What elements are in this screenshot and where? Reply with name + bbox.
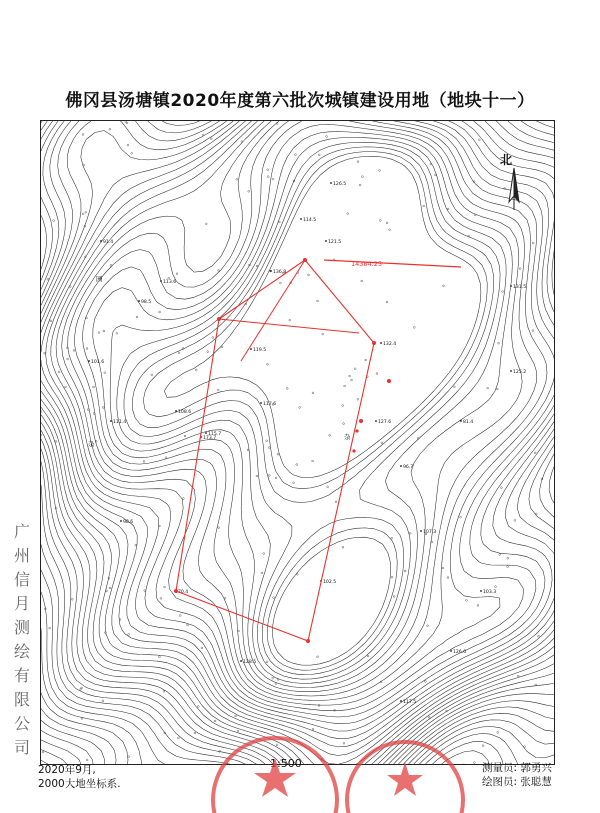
survey-point bbox=[268, 447, 270, 449]
survey-point bbox=[49, 627, 51, 629]
survey-point bbox=[272, 178, 274, 180]
spot-height-label: 103.3 bbox=[483, 590, 497, 595]
survey-point bbox=[127, 144, 129, 146]
survey-point bbox=[65, 386, 67, 388]
survey-point bbox=[109, 128, 111, 130]
survey-point bbox=[425, 681, 427, 683]
survey-point bbox=[342, 405, 344, 407]
survey-date: 2020年9月, bbox=[38, 764, 96, 776]
survey-point bbox=[44, 352, 46, 354]
coordinate-system: 2000大地坐标系. bbox=[38, 778, 121, 790]
survey-point bbox=[474, 762, 476, 764]
survey-point bbox=[318, 705, 320, 707]
survey-point bbox=[354, 368, 356, 370]
survey-point bbox=[296, 573, 298, 575]
survey-point bbox=[165, 457, 167, 459]
survey-point bbox=[236, 178, 238, 180]
survey-point bbox=[182, 498, 184, 500]
survey-point bbox=[519, 268, 521, 270]
spot-height-label: 125.2 bbox=[513, 370, 527, 375]
survey-point bbox=[477, 605, 479, 607]
contour-lines bbox=[41, 121, 555, 765]
survey-point bbox=[178, 352, 180, 354]
survey-point bbox=[497, 732, 499, 734]
survey-point bbox=[482, 745, 484, 747]
spot-height-label: 91.4 bbox=[103, 240, 114, 245]
spot-height-label: 101.6 bbox=[91, 360, 105, 365]
survey-point bbox=[85, 211, 87, 213]
spot-height-dot bbox=[260, 402, 262, 404]
spot-height-label: 113.6 bbox=[163, 280, 177, 285]
survey-point bbox=[126, 122, 128, 124]
survey-point bbox=[131, 152, 133, 154]
survey-point bbox=[267, 176, 269, 178]
survey-point bbox=[514, 520, 516, 522]
survey-point bbox=[201, 647, 203, 649]
spot-height-label: 70.4 bbox=[178, 590, 189, 595]
spot-height-dot bbox=[300, 218, 302, 220]
spot-height-dot bbox=[240, 660, 242, 662]
spot-height-label: 111.4 bbox=[113, 420, 127, 425]
survey-point bbox=[268, 475, 270, 477]
survey-point bbox=[286, 388, 288, 390]
survey-point bbox=[499, 554, 501, 556]
survey-point bbox=[317, 300, 319, 302]
survey-point bbox=[256, 265, 258, 267]
survey-point bbox=[267, 169, 269, 171]
survey-point bbox=[168, 277, 170, 279]
survey-point bbox=[532, 330, 534, 332]
survey-point bbox=[187, 624, 189, 626]
spot-heights bbox=[41, 121, 543, 763]
survey-point bbox=[278, 221, 280, 223]
survey-point bbox=[106, 590, 108, 592]
survey-point bbox=[376, 373, 378, 375]
survey-point bbox=[128, 756, 130, 758]
survey-point bbox=[248, 190, 250, 192]
survey-point bbox=[275, 683, 277, 685]
spot-height-dot bbox=[400, 700, 402, 702]
survey-point bbox=[71, 598, 73, 600]
survey-point bbox=[443, 285, 445, 287]
survey-point bbox=[329, 434, 331, 436]
survey-point bbox=[317, 656, 319, 658]
survey-point bbox=[217, 389, 219, 391]
spot-height-label: 102.5 bbox=[323, 580, 337, 585]
survey-point bbox=[391, 537, 393, 539]
survey-point bbox=[335, 501, 337, 503]
survey-point bbox=[326, 136, 328, 138]
spot-height-label: 126.5 bbox=[333, 182, 347, 187]
land-use-mark: 园 bbox=[96, 275, 103, 283]
spot-height-label: 108.6 bbox=[178, 410, 192, 415]
survey-point bbox=[266, 661, 268, 663]
survey-point bbox=[365, 359, 367, 361]
spot-height-label: 96.7 bbox=[403, 465, 414, 470]
topographic-map bbox=[41, 121, 555, 765]
map-frame bbox=[40, 120, 555, 765]
contour-path bbox=[41, 121, 555, 765]
survey-point bbox=[367, 655, 369, 657]
survey-point bbox=[47, 278, 49, 280]
spot-height-dot bbox=[380, 342, 382, 344]
survey-point bbox=[102, 407, 104, 409]
company-seal-icon bbox=[200, 718, 350, 813]
survey-point bbox=[343, 423, 345, 425]
spot-height-dot bbox=[420, 530, 422, 532]
survey-point bbox=[98, 332, 100, 334]
survey-point bbox=[41, 411, 42, 413]
survey-point bbox=[104, 372, 106, 374]
survey-point bbox=[272, 677, 274, 679]
spot-height-label: 119.5 bbox=[253, 348, 267, 353]
spot-height-label: 114.5 bbox=[303, 218, 317, 223]
survey-point bbox=[164, 586, 166, 588]
drafter: 绘图员: 张聪慧 bbox=[482, 776, 552, 788]
spot-height-dot bbox=[330, 182, 332, 184]
survey-point bbox=[487, 387, 489, 389]
survey-point bbox=[409, 532, 411, 534]
survey-point bbox=[135, 544, 137, 546]
survey-point bbox=[42, 751, 44, 753]
survey-point bbox=[351, 379, 353, 381]
survey-point bbox=[197, 706, 199, 708]
survey-point bbox=[381, 442, 383, 444]
spot-height-dot bbox=[510, 370, 512, 372]
survey-point bbox=[312, 460, 314, 462]
spot-height-label: 98.5 bbox=[141, 300, 152, 305]
survey-point bbox=[205, 223, 207, 225]
spot-height-label: 115.7 bbox=[208, 432, 222, 437]
survey-point bbox=[393, 596, 395, 598]
survey-point bbox=[143, 461, 145, 463]
spot-height-dot bbox=[88, 360, 90, 362]
survey-point bbox=[498, 342, 500, 344]
survey-point bbox=[496, 388, 498, 390]
survey-point bbox=[221, 346, 223, 348]
survey-point bbox=[93, 386, 95, 388]
survey-point bbox=[83, 164, 85, 166]
survey-point bbox=[207, 351, 209, 353]
spot-height-dot bbox=[450, 650, 452, 652]
survey-point bbox=[413, 327, 415, 329]
survey-point bbox=[55, 441, 57, 443]
survey-point bbox=[318, 154, 320, 156]
survey-point bbox=[327, 486, 329, 488]
spot-height-label: 107.3 bbox=[423, 530, 437, 535]
survey-point bbox=[280, 282, 282, 284]
north-label: 北 bbox=[500, 153, 513, 167]
land-use-mark: 杂 bbox=[344, 433, 351, 441]
survey-point bbox=[312, 392, 314, 394]
spot-height-label: 117.6 bbox=[263, 402, 277, 407]
survey-point bbox=[82, 134, 84, 136]
survey-point bbox=[218, 527, 220, 529]
spot-height-dot bbox=[480, 590, 482, 592]
survey-point bbox=[103, 330, 105, 332]
survey-point bbox=[87, 409, 89, 411]
company-name: 广 州 信 月 测 绘 有 限 公 司 bbox=[13, 522, 30, 757]
survey-point bbox=[202, 134, 204, 136]
survey-point bbox=[507, 566, 509, 568]
spot-height-label: 132.4 bbox=[383, 342, 397, 347]
survey-point bbox=[184, 435, 186, 437]
survey-point bbox=[454, 386, 456, 388]
spot-height-dot bbox=[110, 420, 112, 422]
survey-point bbox=[535, 513, 537, 515]
survey-point bbox=[159, 311, 161, 313]
survey-point bbox=[194, 732, 196, 734]
survey-point bbox=[102, 700, 104, 702]
survey-point bbox=[136, 316, 138, 318]
spot-height-dot bbox=[175, 410, 177, 412]
spot-height-dot bbox=[138, 300, 140, 302]
spot-height-dot bbox=[460, 420, 462, 422]
surveyor: 测量员: 郭勇兴 bbox=[482, 762, 552, 774]
survey-point bbox=[447, 577, 449, 579]
spot-height-dot bbox=[510, 285, 512, 287]
survey-point bbox=[308, 274, 310, 276]
land-use-mark: 杂 bbox=[88, 440, 95, 448]
spot-height-dot bbox=[160, 280, 162, 282]
survey-point bbox=[357, 398, 359, 400]
survey-point bbox=[296, 464, 298, 466]
spot-height-label: 121.5 bbox=[328, 240, 342, 245]
parcel-annotation: 14384.25 bbox=[351, 260, 383, 268]
map-title: 佛冈县汤塘镇2020年度第六批次城镇建设用地（地块十一） bbox=[65, 91, 535, 111]
survey-point bbox=[86, 759, 88, 761]
survey-point bbox=[349, 375, 351, 377]
survey-point bbox=[128, 634, 130, 636]
survey-point bbox=[289, 319, 291, 321]
survey-point bbox=[159, 656, 161, 658]
survey-point bbox=[391, 576, 393, 578]
survey-point bbox=[507, 557, 509, 559]
survey-point bbox=[379, 220, 381, 222]
survey-point bbox=[534, 452, 536, 454]
spot-height-dot bbox=[375, 420, 377, 422]
survey-point bbox=[386, 301, 388, 303]
spot-height-label: 131.5 bbox=[513, 285, 527, 290]
survey-point bbox=[163, 690, 165, 692]
survey-point bbox=[266, 440, 268, 442]
survey-point bbox=[263, 553, 265, 555]
spot-height-dot bbox=[205, 432, 207, 434]
survey-point bbox=[67, 358, 69, 360]
survey-point bbox=[386, 222, 388, 224]
survey-point bbox=[110, 265, 112, 267]
survey-point bbox=[176, 273, 178, 275]
survey-point bbox=[389, 229, 391, 231]
company-seal-icon bbox=[345, 718, 465, 813]
survey-point bbox=[379, 170, 381, 172]
survey-point bbox=[241, 141, 243, 143]
survey-point bbox=[442, 567, 444, 569]
survey-point bbox=[247, 449, 249, 451]
survey-point bbox=[359, 184, 361, 186]
survey-point bbox=[195, 369, 197, 371]
survey-point bbox=[218, 270, 220, 272]
survey-point bbox=[502, 291, 504, 293]
map-scale: 1:500 bbox=[270, 757, 302, 770]
survey-point bbox=[478, 139, 480, 141]
survey-point bbox=[80, 688, 82, 690]
survey-point bbox=[460, 516, 462, 518]
spot-height-label: 81.4 bbox=[463, 420, 474, 425]
survey-point bbox=[210, 138, 212, 140]
survey-point bbox=[538, 635, 540, 637]
spot-height-label: 117.5 bbox=[403, 700, 417, 705]
spot-height-label: 128.5 bbox=[243, 660, 257, 665]
survey-point bbox=[41, 434, 42, 436]
survey-point bbox=[160, 597, 162, 599]
survey-point bbox=[501, 487, 503, 489]
survey-point bbox=[342, 546, 344, 548]
survey-point bbox=[256, 475, 258, 477]
survey-point bbox=[50, 320, 52, 322]
spot-height-label: 136.8 bbox=[273, 270, 287, 275]
spot-height-dot bbox=[250, 348, 252, 350]
survey-point bbox=[73, 350, 75, 352]
spot-height-dot bbox=[100, 240, 102, 242]
spot-height-dot bbox=[120, 520, 122, 522]
survey-point bbox=[179, 615, 181, 617]
survey-point bbox=[212, 337, 214, 339]
survey-point bbox=[144, 590, 146, 592]
survey-point bbox=[58, 371, 60, 373]
survey-point bbox=[427, 625, 429, 627]
survey-point bbox=[275, 477, 277, 479]
survey-point bbox=[299, 407, 301, 409]
survey-point bbox=[435, 174, 437, 176]
survey-point bbox=[517, 675, 519, 677]
survey-point bbox=[344, 385, 346, 387]
survey-point bbox=[423, 205, 425, 207]
spot-height-dot bbox=[400, 465, 402, 467]
spot-height-label: 126.0 bbox=[453, 650, 467, 655]
survey-point bbox=[235, 715, 237, 717]
survey-point bbox=[322, 333, 324, 335]
survey-point bbox=[495, 586, 497, 588]
survey-point bbox=[347, 213, 349, 215]
survey-point bbox=[447, 208, 449, 210]
survey-point bbox=[86, 348, 88, 350]
spot-height-label: 98.6 bbox=[123, 520, 134, 525]
survey-point bbox=[466, 600, 468, 602]
survey-point bbox=[82, 213, 84, 215]
survey-point bbox=[362, 176, 364, 178]
survey-point bbox=[524, 746, 526, 748]
spot-height-dot bbox=[325, 240, 327, 242]
survey-point bbox=[361, 280, 363, 282]
survey-point bbox=[273, 597, 275, 599]
survey-point bbox=[53, 220, 55, 222]
survey-point bbox=[178, 737, 180, 739]
survey-point bbox=[267, 363, 269, 365]
survey-point bbox=[404, 570, 406, 572]
spot-height-label: 173.7 bbox=[203, 436, 217, 441]
survey-point bbox=[277, 453, 279, 455]
survey-point bbox=[151, 374, 153, 376]
survey-point bbox=[261, 572, 263, 574]
survey-point bbox=[532, 242, 534, 244]
survey-point bbox=[69, 286, 71, 288]
survey-point bbox=[293, 482, 295, 484]
spot-height-label: 127.6 bbox=[378, 420, 392, 425]
survey-point bbox=[109, 587, 111, 589]
survey-point bbox=[224, 597, 226, 599]
survey-point bbox=[295, 154, 297, 156]
survey-point bbox=[116, 332, 118, 334]
survey-point bbox=[357, 161, 359, 163]
